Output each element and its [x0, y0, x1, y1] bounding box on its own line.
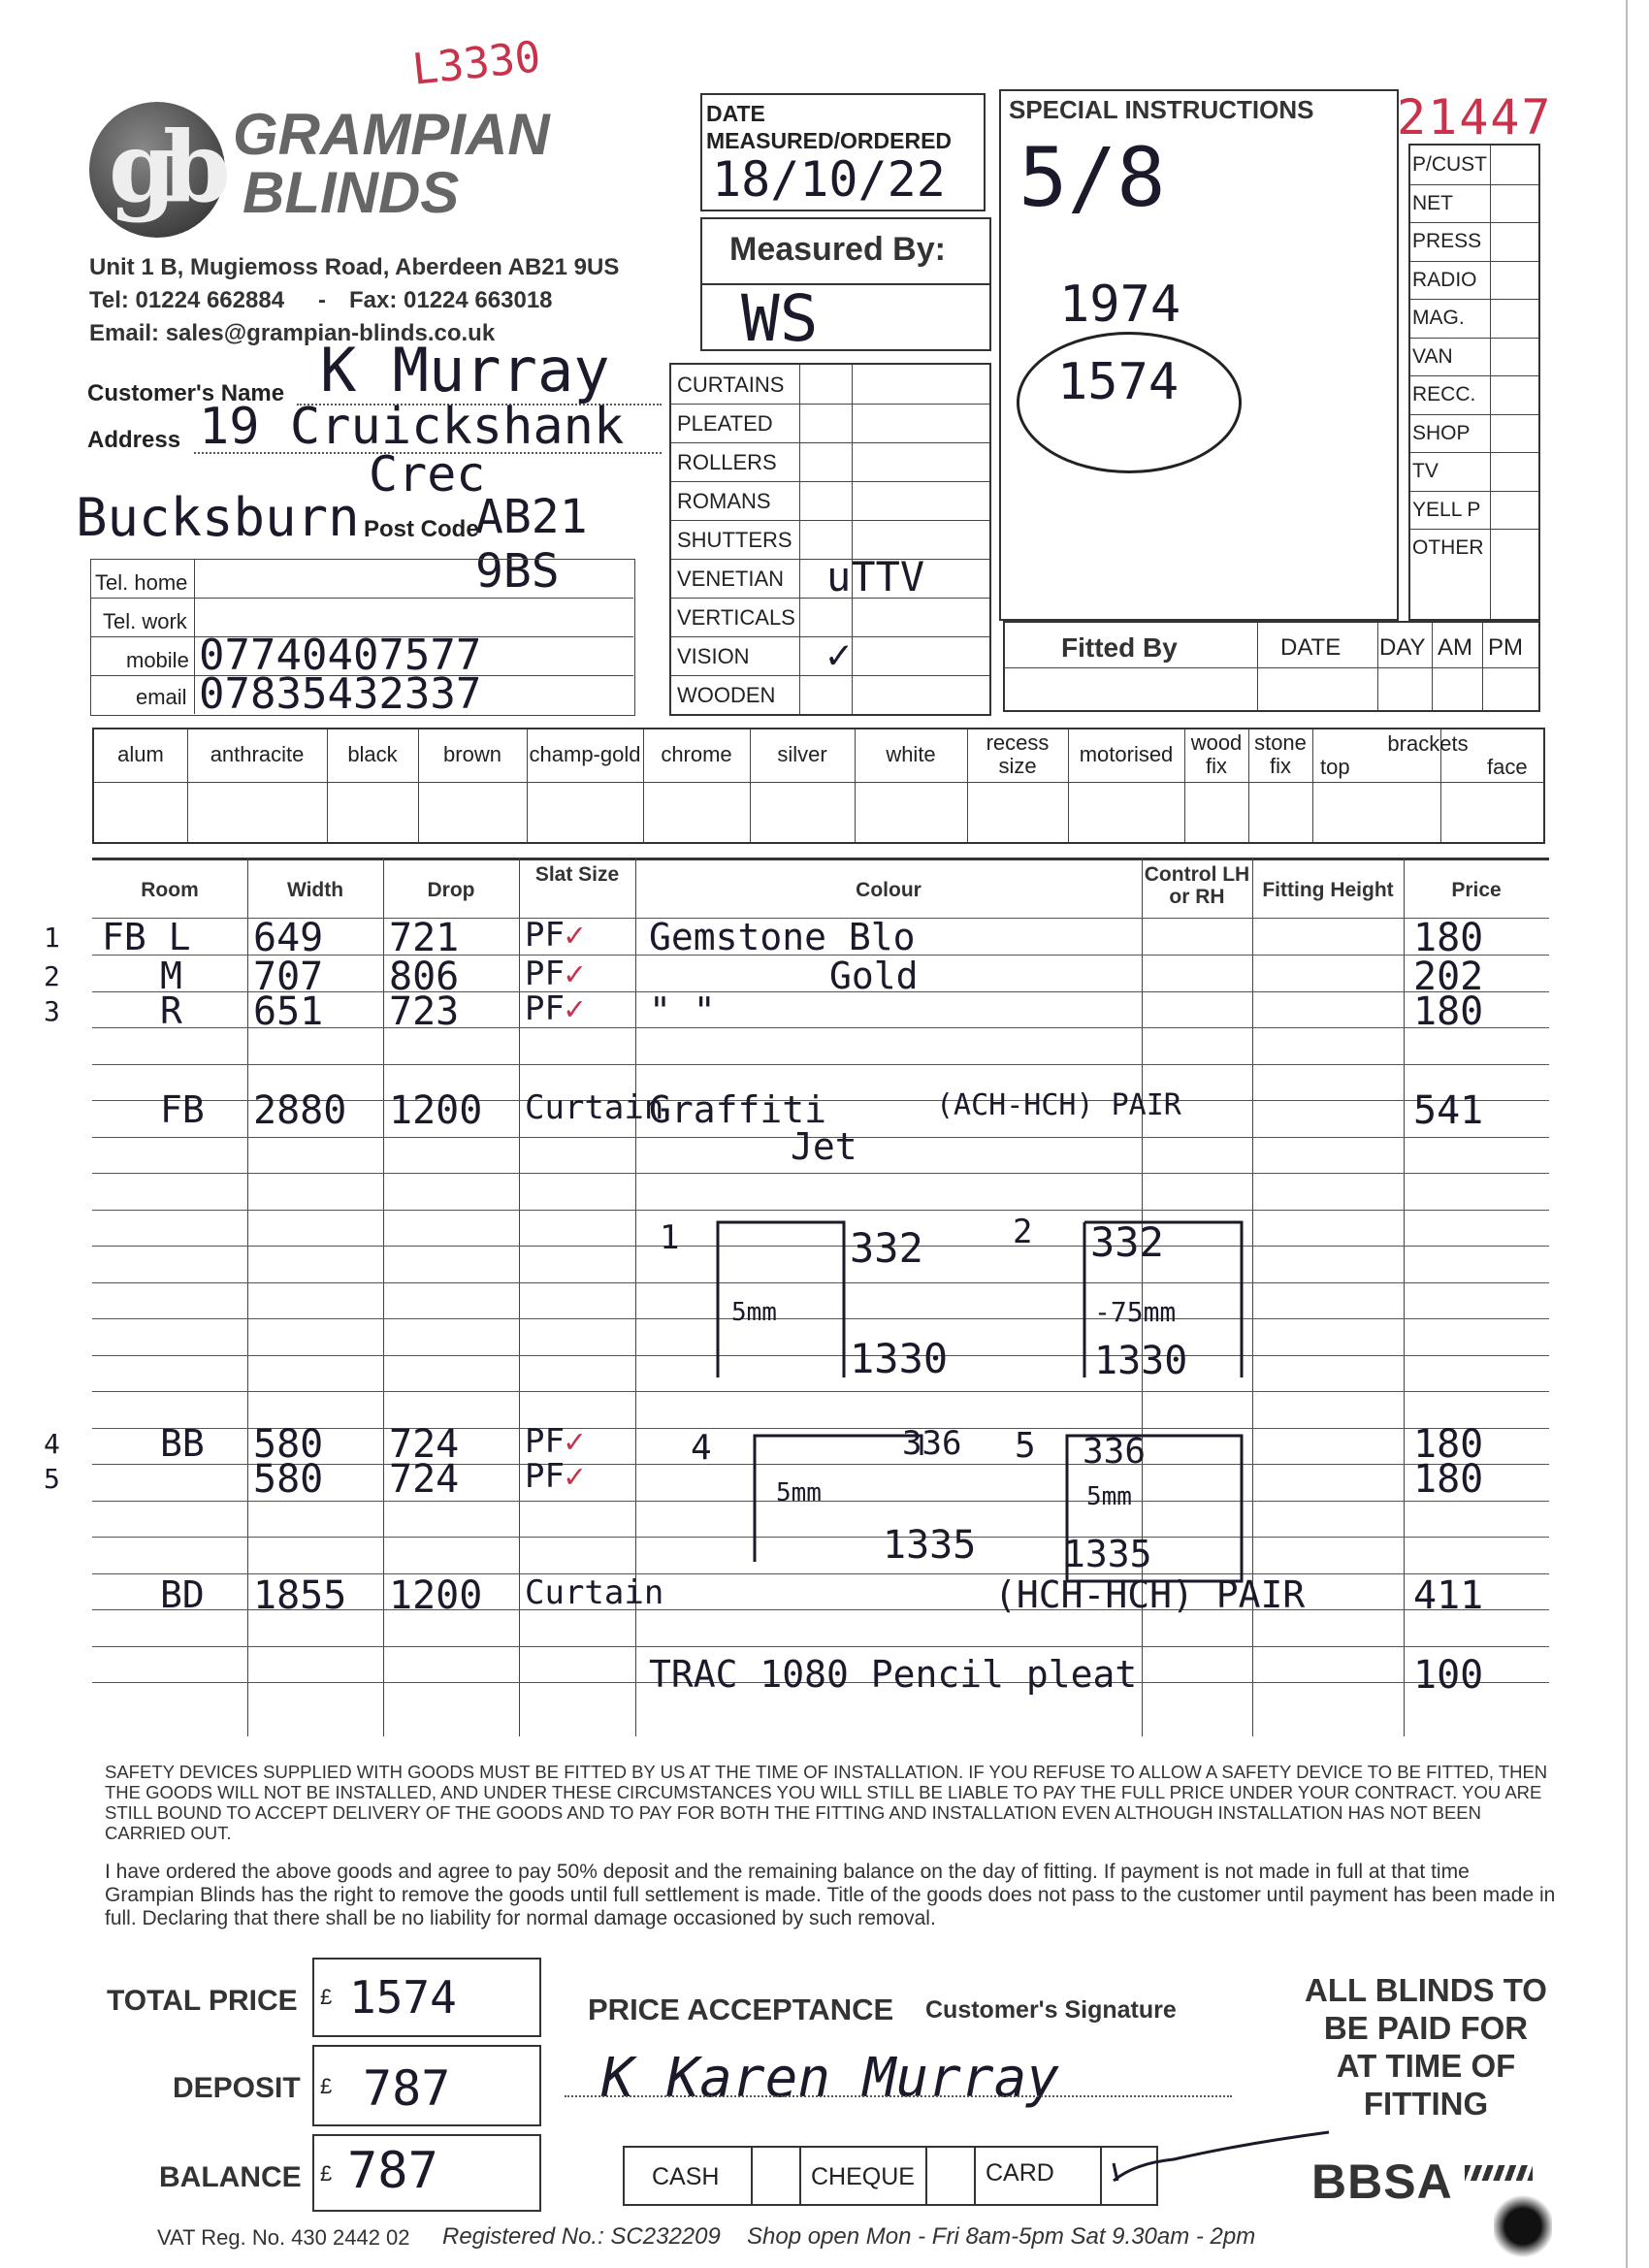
sketch1-d: -75mm	[1094, 1296, 1177, 1328]
tel-work-label: Tel. work	[103, 609, 187, 633]
registered-number: Registered No.: SC232209	[442, 2223, 721, 2250]
blind-type-pleated: PLEATED	[677, 411, 773, 436]
postcode-label: Post Code	[364, 516, 479, 542]
row-room: FB L	[102, 916, 191, 958]
row-drop: 724	[389, 1457, 460, 1502]
date-box	[700, 93, 986, 211]
row-width: 580	[253, 1422, 324, 1467]
date-value: 18/10/22	[712, 151, 946, 208]
bbsa-logo: BBSA	[1311, 2155, 1453, 2209]
row-price: 100	[1413, 1653, 1484, 1698]
email-value: 07835432337	[199, 669, 482, 719]
card-option[interactable]: CARD	[986, 2159, 1054, 2187]
source-van: VAN	[1412, 344, 1453, 368]
row-slat-value: PF	[525, 1457, 565, 1496]
row-slat	[525, 1422, 584, 1461]
row-width: 1855	[253, 1573, 347, 1618]
finish-recess-size: recess size	[986, 730, 1050, 778]
brackets-top: top	[1320, 755, 1350, 779]
finish-anthracite: anthracite	[210, 742, 305, 766]
row-drop: 721	[389, 916, 460, 960]
row-colour: (HCH-HCH) PAIR	[994, 1573, 1306, 1616]
balance-box	[312, 2134, 541, 2212]
header-drop: Drop	[427, 879, 475, 901]
row-width: 580	[253, 1457, 324, 1502]
source-press: PRESS	[1412, 230, 1482, 252]
customer-signature: K Karen Murray	[601, 2047, 1060, 2110]
tel-home-label: Tel. home	[95, 570, 188, 595]
row-price: 180	[1413, 1422, 1484, 1467]
row-slat-value: PF	[525, 1422, 565, 1461]
date-label: DATE	[706, 101, 765, 126]
measured-by-label: Measured By:	[729, 231, 946, 268]
finish-brown: brown	[443, 742, 501, 766]
special-note-2: 1974	[1059, 275, 1181, 334]
header-control: Control LH or RH	[1144, 863, 1250, 908]
header-fitting: Fitting Height	[1262, 879, 1394, 901]
row-drop: 724	[389, 1422, 460, 1467]
sketch1-n1: 1	[660, 1218, 680, 1257]
sketch2-n2: 5	[1015, 1426, 1036, 1466]
row-room: BD	[160, 1573, 205, 1616]
company-name-line2: BLINDS	[242, 160, 460, 225]
finish-alum: alum	[117, 742, 164, 766]
fitted-date-label: DATE	[1280, 634, 1342, 661]
measured-by-box	[700, 217, 991, 356]
row-price: 541	[1413, 1088, 1484, 1133]
finish-wood-fix: wood fix	[1190, 730, 1243, 778]
fitted-day-label: DAY	[1379, 634, 1426, 661]
sketch2-d: 5mm	[1086, 1482, 1132, 1511]
row-room: R	[160, 989, 182, 1032]
row-room: BB	[160, 1422, 205, 1465]
finish-silver: silver	[777, 742, 827, 766]
row-colour: TRAC 1080 Pencil pleat	[649, 1653, 1138, 1696]
balance-label: BALANCE	[159, 2161, 302, 2193]
row-slat-value: PF	[525, 916, 565, 955]
header-width: Width	[286, 879, 344, 901]
notice-line-1: ALL BLINDS TO	[1305, 1972, 1547, 2008]
blind-type-mark: ✓	[826, 631, 852, 678]
finish-chrome: chrome	[661, 742, 732, 766]
reference-number: L3330	[409, 32, 543, 95]
sketch1-e: 1330	[850, 1335, 949, 1382]
bbsa-stripes-icon	[1465, 2165, 1533, 2181]
total-price-label: TOTAL PRICE	[107, 1985, 298, 2017]
slat-check-icon: ✓	[564, 989, 585, 1028]
source-shop: SHOP	[1412, 421, 1471, 444]
header-slat: Slat Size	[534, 863, 620, 886]
source-other: OTHER	[1412, 536, 1484, 559]
row-colour-extra: (ACH-HCH) PAIR	[936, 1088, 1181, 1122]
finish-black: black	[347, 742, 398, 766]
total-price-box	[312, 1958, 541, 2037]
balance-currency: £	[320, 2161, 333, 2186]
brackets-face: face	[1487, 755, 1528, 779]
source-recc: RECC.	[1412, 383, 1476, 405]
special-note-1: 5/8	[1018, 130, 1166, 225]
blind-type-venetian: VENETIAN	[677, 567, 785, 591]
row-drop: 723	[389, 989, 460, 1034]
notice-line-2: BE PAID FOR	[1323, 2010, 1529, 2046]
finish-options	[92, 728, 1545, 844]
finish-white: white	[886, 742, 936, 766]
address-line2: Crec	[369, 446, 486, 502]
sketch1-a: 332	[850, 1224, 923, 1272]
row-price: 411	[1413, 1573, 1484, 1618]
blind-type-mark: uTTV	[826, 553, 925, 600]
customer-name-label: Customer's Name	[87, 380, 285, 406]
special-note-3: 1574	[1057, 353, 1180, 411]
header-price: Price	[1451, 879, 1502, 901]
source-radio: RADIO	[1412, 268, 1477, 291]
logo-icon	[89, 102, 225, 238]
mobile-value: 07740407577	[199, 631, 482, 680]
payment-notice	[1271, 1971, 1581, 2122]
safety-terms: SAFETY DEVICES SUPPLIED WITH GOODS MUST BE FITTED BY US AT THE TIME OF INSTALLATION. IF YOU REFUSE TO ALLOW A SAFETY DEVICE TO BE FITTED, THEN THE GOODS WILL NOT BE INSTALLED, AND UNDER THESE CIRCUMSTANCES YOU WILL STILL BE LIABLE TO PAY THE FULL PRICE UNDER YOUR CONTRACT. YOU ARE STILL BOUND TO ACCEPT DELIVERY OF THE GOODS AND TO PAY FOR BOTH THE FITTING AND INSTALLATION EVEN ALTHOUGH INSTALLATION HAS NOT BEEN CARRIED OUT.	[105, 1762, 1548, 1843]
form-number: 21447	[1397, 89, 1553, 146]
row-slat	[525, 989, 584, 1028]
fitted-pm-label: PM	[1488, 634, 1523, 661]
row-width: 649	[253, 916, 324, 960]
address-label: Address	[87, 427, 181, 453]
row-slat: Curtain	[525, 1573, 664, 1612]
sketch1-f: 1330	[1094, 1339, 1188, 1383]
blind-type-verticals: VERTICALS	[677, 605, 795, 630]
special-instructions-box	[999, 89, 1399, 621]
blind-type-curtains: CURTAINS	[677, 373, 785, 397]
card-checkmark-icon	[1106, 2121, 1339, 2198]
sketch2-a: 336	[902, 1424, 962, 1463]
mobile-label: mobile	[126, 648, 189, 672]
sketch2-f: 1335	[1063, 1533, 1152, 1575]
blind-type-romans: ROMANS	[677, 489, 771, 513]
deposit-currency: £	[320, 2074, 333, 2098]
address-line1: 19 Cruickshank	[199, 398, 625, 456]
source-yellp: YELL P	[1412, 498, 1481, 521]
slat-check-icon: ✓	[564, 916, 585, 955]
row-slat	[525, 955, 584, 993]
postcode: AB21 9BS	[475, 490, 588, 599]
slat-check-icon: ✓	[564, 1457, 585, 1496]
finish-champ-gold: champ-gold	[529, 742, 641, 766]
blind-type-shutters: SHUTTERS	[677, 528, 792, 552]
sketch1-n2: 2	[1013, 1213, 1033, 1251]
row-drop: 1200	[389, 1573, 483, 1618]
email-label: email	[136, 685, 187, 709]
row-price: 180	[1413, 916, 1484, 960]
row-number: 3	[44, 995, 60, 1027]
deposit-label: DEPOSIT	[173, 2072, 301, 2104]
date-label-2: MEASURED/ORDERED	[706, 128, 953, 153]
row-number: 1	[44, 922, 60, 954]
fitted-am-label: AM	[1438, 634, 1472, 661]
cash-option[interactable]: CASH	[652, 2163, 720, 2190]
sketch2-c: 5mm	[776, 1478, 822, 1507]
row-number: 4	[44, 1428, 60, 1460]
row-number: 5	[44, 1463, 60, 1495]
source-tv: TV	[1412, 460, 1439, 482]
header-colour: Colour	[856, 879, 922, 901]
deposit-terms: I have ordered the above goods and agree to pay 50% deposit and the remaining balance on the day of fitting. If payment is not made in full at that time Grampian Blinds has the right to remove the goods until full settlement is made. Title of the goods does not pass to the customer until payment has been made in full. Declaring that there shall be no liability for normal damage occasioned by such removal.	[105, 1861, 1556, 1929]
header-room: Room	[141, 879, 199, 901]
row-room: FB	[160, 1088, 205, 1131]
row-slat	[525, 1457, 584, 1496]
company-email: Email: sales@grampian-blinds.co.uk	[89, 320, 496, 346]
measured-by-value: WS	[741, 281, 819, 356]
brackets-label: brackets	[1387, 731, 1469, 756]
total-currency: £	[320, 1985, 333, 2009]
row-width: 707	[253, 955, 324, 999]
row-price: 202	[1413, 955, 1484, 999]
vat-number: VAT Reg. No. 430 2442 02	[157, 2225, 410, 2250]
slat-check-icon: ✓	[564, 1422, 585, 1461]
special-instructions-label: SPECIAL INSTRUCTIONS	[1009, 95, 1314, 124]
sketch2-b: 336	[1083, 1432, 1147, 1472]
row-number: 2	[44, 960, 60, 992]
row-colour: Gemstone Blo	[649, 916, 916, 958]
sketch2-n1: 4	[691, 1428, 712, 1468]
sketch1-b: 332	[1090, 1218, 1164, 1266]
blind-type-vision: VISION	[677, 644, 750, 668]
payment-methods	[623, 2146, 1158, 2206]
row-width: 2880	[253, 1088, 347, 1133]
row-drop: 1200	[389, 1088, 483, 1133]
fitted-by-label: Fitted By	[1061, 632, 1178, 663]
cheque-option[interactable]: CHEQUE	[811, 2163, 915, 2190]
fitted-by-box	[1003, 621, 1540, 712]
row-price: 180	[1413, 989, 1484, 1034]
row-colour: " "	[649, 989, 716, 1032]
shop-hours: Shop open Mon - Fri 8am-5pm Sat 9.30am - 2pm	[747, 2223, 1256, 2250]
row-price: 180	[1413, 1457, 1484, 1502]
source-mag: MAG.	[1412, 307, 1465, 329]
deposit-box	[312, 2045, 541, 2126]
ink-smudge-icon	[1494, 2192, 1552, 2260]
blind-type-wooden: WOODEN	[677, 683, 776, 707]
row-slat-value: PF	[525, 955, 565, 993]
source-pcust: P/CUST	[1412, 153, 1488, 176]
company-tel: Tel: 01224 662884	[89, 287, 285, 313]
finish-motorised: motorised	[1079, 742, 1174, 766]
row-colour: Graffiti	[649, 1088, 827, 1131]
row-room: M	[160, 955, 182, 997]
total-price-value: 1574	[349, 1971, 457, 2024]
blind-type-rollers: ROLLERS	[677, 450, 777, 474]
balance-value: 787	[347, 2142, 438, 2200]
deposit-value: 787	[363, 2060, 451, 2117]
customer-name: K Murray	[320, 335, 610, 405]
row-width: 651	[253, 989, 324, 1034]
row-colour: Jet	[791, 1125, 857, 1168]
finish-stone-fix: stone fix	[1254, 730, 1307, 778]
row-colour: Gold	[829, 955, 919, 997]
address-line3: Bucksburn	[76, 487, 360, 548]
company-address: Unit 1 B, Mugiemoss Road, Aberdeen AB21 9US	[89, 254, 620, 280]
notice-line-4: FITTING	[1363, 2086, 1489, 2122]
sketch2-e: 1335	[883, 1523, 977, 1568]
row-slat: Curtain	[525, 1088, 664, 1127]
logo-letters: gb	[109, 110, 217, 224]
signature-label: Customer's Signature	[925, 1996, 1177, 2024]
row-slat	[525, 916, 584, 955]
sketch1-c: 5mm	[731, 1298, 777, 1327]
row-slat-value: PF	[525, 989, 565, 1028]
notice-line-3: AT TIME OF	[1336, 2048, 1516, 2084]
row-drop: 806	[389, 955, 460, 999]
slat-check-icon: ✓	[564, 955, 585, 993]
company-name-line1: GRAMPIAN	[233, 102, 550, 167]
source-list	[1408, 144, 1540, 621]
price-acceptance-label: PRICE ACCEPTANCE	[588, 1993, 894, 2026]
company-fax: Fax: 01224 663018	[349, 287, 553, 313]
source-net: NET	[1412, 191, 1453, 214]
blind-types-box	[669, 363, 991, 716]
